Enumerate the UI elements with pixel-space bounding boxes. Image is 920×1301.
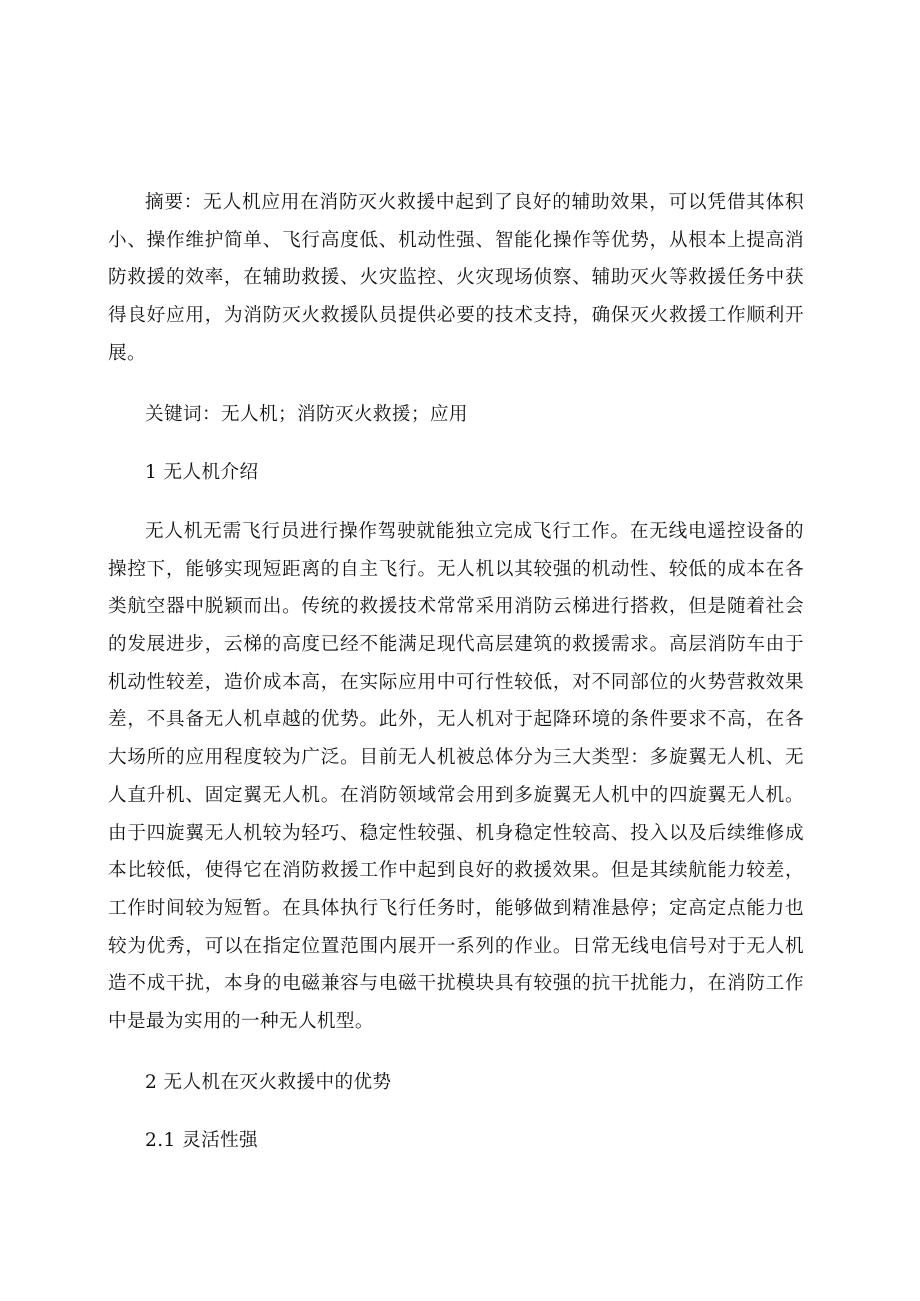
section-heading-2: 2 无人机在灭火救援中的优势 [145,1071,392,1093]
abstract-paragraph: 摘要：无人机应用在消防灭火救援中起到了良好的辅助效果，可以凭借其体积小、操作维护简单、飞行高度低、机动性强、智能化操作等优势，从根本上提高消防救援的效率，在辅助救援、火灾监控、火灾现场侦察、辅助灭火等救援任务中获得良好应用，为消防灭火救援队员提供必要的技术支持，确保灭火救援工作顺利开展。 [108,192,804,364]
section-1-paragraph: 无人机无需飞行员进行操作驾驶就能独立完成飞行工作。在无线电遥控设备的操控下，能够实现短距离的自主飞行。无人机以其较强的机动性、较低的成本在各类航空器中脱颖而出。传统的救援技术常常采用消防云梯进行搭救，但是随着社会的发展进步，云梯的高度已经不能满足现代高层建筑的救援需求。高层消防车由于机动性较差，造价成本高，在实际应用中可行性较低，对不同部位的火势营救效果差，不具备无人机卓越的优势。此外，无人机对于起降环境的条件要求不高，在各大场所的应用程度较为广泛。目前无人机被总体分为三大类型：多旋翼无人机、无人直升机、固定翼无人机。在消防领域常会用到多旋翼无人机中的四旋翼无人机。由于四旋翼无人机较为轻巧、稳定性较强、机身稳定性较高、投入以及后续维修成本比较低，使得它在消防救援工作中起到良好的救援效果。但是其续航能力较差，工作时间较为短暂。在具体执行飞行任务时，能够做到精准悬停；定高定点能力也较为优秀，可以在指定位置范围内展开一系列的作业。日常无线电信号对于无人机造不成干扰，本身的电磁兼容与电磁干扰模块具有较强的抗干扰能力，在消防工作中是最为实用的一种无人机型。 [108,520,804,1033]
keywords-line: 关键词：无人机；消防灭火救援；应用 [145,403,468,425]
document-body [108,184,804,1160]
subsection-heading-2-1: 2.1 灵活性强 [145,1130,259,1152]
section-heading-1: 1 无人机介绍 [145,462,259,484]
